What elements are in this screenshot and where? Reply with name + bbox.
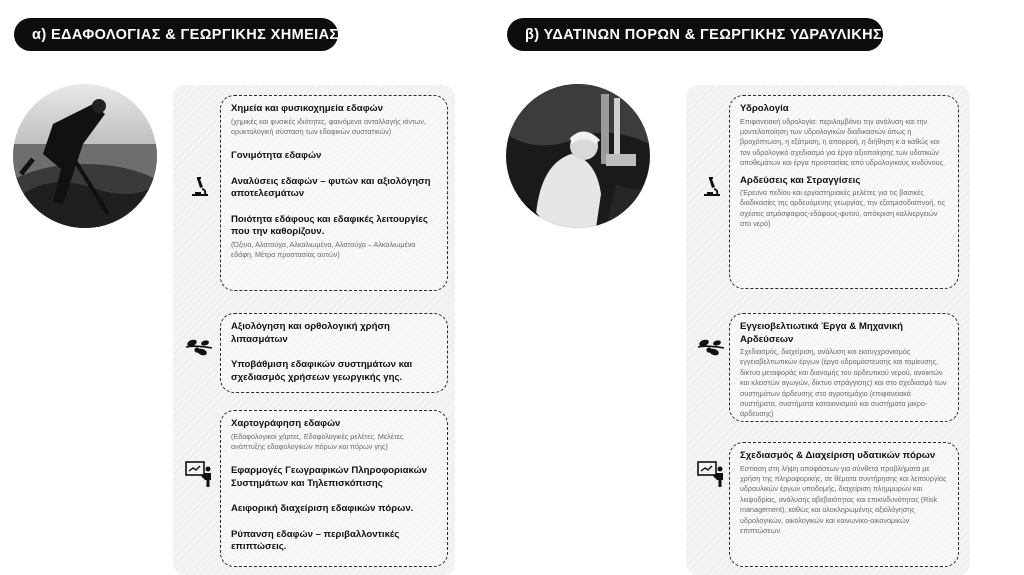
field-instrument-photo — [506, 84, 650, 228]
microscope-icon — [188, 175, 212, 199]
soil-mapping-box — [220, 410, 448, 567]
item-title: Αναλύσεις εδαφών – φυτών και αξιολόγηση αποτελεσμάτων — [231, 175, 431, 200]
item-title: Υδρολογία — [740, 103, 789, 114]
microscope-icon — [700, 175, 724, 199]
item-description: (Έρευνα πεδίου και εργαστηριακές μελέτες για τις βασικές διαδικασίες της αρδευόμενης γεωργίας, την εξατμισοδιαπνοή, τις σχέσεις ατμόσφαιρας-εδάφους-φυτού, απόκριση καλλιεργειών στο νερό) — [740, 188, 946, 229]
hydrology-box — [729, 95, 959, 289]
item-description: Σχεδιασμός, διαχείριση, ανάλυση και εκσυγχρονισμός εγγειοβελτιωτικών έργων (έργο υδρομάστευσης και ταμίευσης, δίκτυα μεταφοράς και διανομής του αρδευτικού νερού, ανοικτών και κλειστών αγωγών, δίκτυο στράγγισης) και στο σχεδιασμό των συστημάτων άρδευσης στο αγροτεμάχιο (επιφανειακά συστήματα, συστήματα καταιονισμού και συστήματα μικρο-άρδευσης) — [740, 347, 947, 419]
water-management-box — [729, 442, 959, 567]
item-title: Εφαρμογές Γεωγραφικών Πληροφοριακών Συστημάτων και Τηλεπισκόπισης — [231, 465, 428, 489]
soil-sampling-photo — [13, 84, 157, 228]
item-title: Εγγειοβελτιωτικά Έργα & Μηχανική Αρδεύσεων — [740, 321, 903, 345]
item-title: Γονιμότητα εδαφών — [231, 150, 322, 162]
item-description: (Όξινα, Αλατούχα, Αλκαλιωμένα, Αλατούχα – Αλκαλιωμένα εδάφη. Μέτρα προστασίας αυτών) — [231, 239, 416, 260]
item-title: Ρύπανση εδαφών – περιβαλλοντικές επιπτώσεις. — [231, 528, 400, 553]
item-title: Ποιότητα εδάφους και εδαφικές λειτουργίες που την καθορίζουν. — [231, 213, 428, 238]
section-b-header: β) ΥΔΑΤΙΝΩΝ ΠΟΡΩΝ & ΓΕΩΡΓΙΚΗΣ ΥΔΡΑΥΛΙΚΗΣ — [507, 18, 883, 51]
olive-branch-icon — [697, 335, 725, 359]
item-title: Υποβάθμιση εδαφικών συστημάτων και σχεδιασμός χρήσεων γεωργικής γης. — [231, 359, 413, 383]
item-description: Επιφανειακή υδρολογία: περιλαμβάνει την ανάλυση και την μοντελοποίηση των υδρολογικών διαδικασιών όπως η βροχόπτωση, η εξάτμιση, η απορροή, η διήθηση κ.α καθώς και τον υδρολογικό σχεδιασμό για έργα αξιοποίησης των υδατικών αποθεμάτων και έργα προστασίας από υδρολογικούς κινδύνους. — [740, 116, 946, 168]
item-title: Χαρτογράφηση εδαφών — [231, 418, 341, 429]
olive-branch-icon — [185, 335, 213, 359]
soil-chemistry-box — [220, 95, 448, 291]
item-title: Αξιολόγηση και ορθολογική χρήση λιπασμάτων — [231, 321, 390, 345]
section-a-header: α) ΕΔΑΦΟΛΟΓΙΑΣ & ΓΕΩΡΓΙΚΗΣ ΧΗΜΕΙΑΣ — [14, 18, 338, 51]
item-title: Αρδεύσεις και Στραγγίσεις — [740, 174, 861, 186]
item-title: Αειφορική διαχείριση εδαφικών πόρων. — [231, 503, 414, 515]
fertilizer-box — [220, 313, 448, 393]
presenter-board-icon — [697, 460, 725, 488]
item-description: (Εδαφολογικοί χάρτες. Εδαφολογικές μελέτες. Μελέτες ανάπτυξης εδαφολογικών πόρων και πόρων γης) — [231, 431, 404, 451]
item-title: Χημεία και φυσικοχημεία εδαφών — [231, 103, 383, 114]
item-description: (χημικές και φυσικές ιδιότητες, φαινόμενα ανταλλαγής ιόντων, ορυκτολογική σύσταση των εδαφικών συστατικών) — [231, 116, 426, 136]
irrigation-engineering-box — [729, 313, 959, 422]
presenter-board-icon — [185, 460, 213, 488]
item-title: Σχεδιασμός & Διαχείριση υδατικών πόρων — [740, 450, 936, 461]
item-description: Εστίαση στη λήψη αποφάσεων για σύνθετα προβλήματα με χρήση της πληροφορικής, σε θέματα συντήρησης και λειτουργίας υδραυλικών έργων υποδομής, διαχείριση πλημμυρών και λειψυδρίας, ανάλυσης αβεβαιότητας και επικινδυνότητας (Risk management), καθώς και ολοκληρωμένης αξιολόγησης υδρολογικών, οικολογικών και κοινωνικο-οικονομικών επιπτώσεων. — [740, 463, 947, 535]
